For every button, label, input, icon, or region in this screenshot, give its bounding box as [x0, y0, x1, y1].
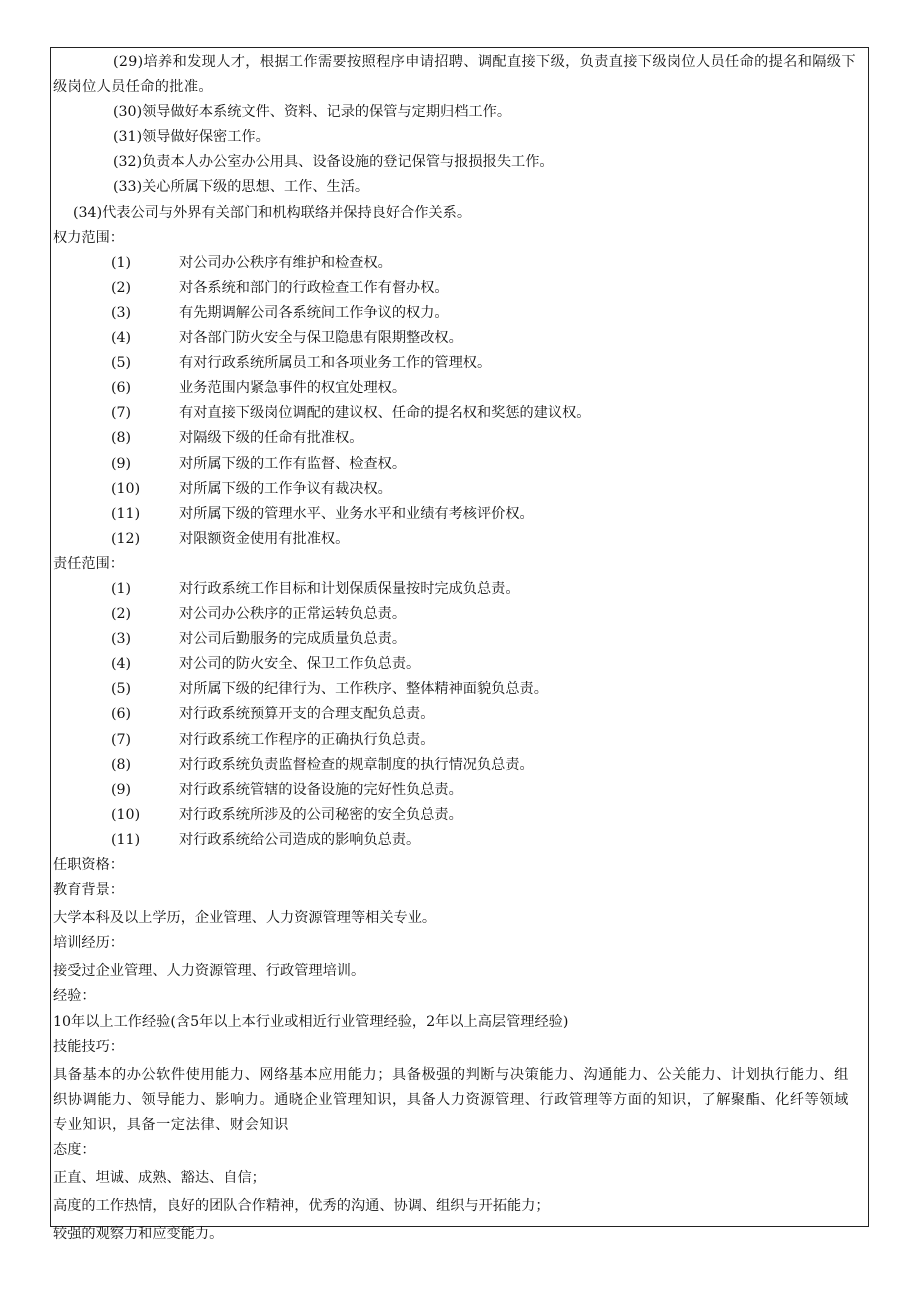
responsibility-item: [53, 627, 862, 652]
authority-item-number: (2): [111, 279, 132, 296]
responsibility-item-number: (8): [111, 756, 132, 773]
duty-29: (29)培养和发现人才，根据工作需要按照程序申请招聘、调配直接下级，负责直接下级岗位人员任命的提名和隔级下级岗位人员任命的批准。: [53, 54, 856, 96]
training-text: 接受过企业管理、人力资源管理、行政管理培训。: [53, 963, 366, 980]
responsibility-item: [53, 778, 862, 803]
responsibility-item-text: 对行政系统所涉及的公司秘密的安全负总责。: [179, 806, 463, 823]
authority-item: [53, 401, 862, 426]
responsibility-item: [53, 602, 862, 627]
authority-item: [53, 276, 862, 301]
responsibility-item-number: (1): [111, 580, 132, 597]
document-content: [53, 50, 862, 1247]
responsibility-item-text: 对行政系统工作目标和计划保质保量按时完成负总责。: [179, 580, 520, 597]
responsibility-heading: 责任范围：: [53, 555, 124, 572]
authority-item: [53, 376, 862, 401]
authority-item: [53, 251, 862, 276]
responsibility-item-text: 对行政系统给公司造成的影响负总责。: [179, 831, 421, 848]
authority-item-text: 业务范围内紧急事件的权宜处理权。: [179, 380, 407, 397]
authority-item-number: (8): [111, 430, 132, 447]
responsibility-item-text: 对公司后勤服务的完成质量负总责。: [179, 631, 407, 648]
authority-item-text: 对所属下级的管理水平、业务水平和业绩有考核评价权。: [179, 505, 534, 522]
authority-item-text: 对限额资金使用有批准权。: [179, 530, 350, 547]
responsibility-item: [53, 677, 862, 702]
responsibility-item-number: (6): [111, 706, 132, 723]
responsibility-item-text: 对行政系统预算开支的合理支配负总责。: [179, 706, 435, 723]
duty-33: (33)关心所属下级的思想、工作、生活。: [113, 179, 370, 196]
authority-item-text: 有对行政系统所属员工和各项业务工作的管理权。: [179, 355, 492, 372]
authority-item-text: 对所属下级的工作有监督、检查权。: [179, 455, 407, 472]
attitude-line-2: 高度的工作热情，良好的团队合作精神，优秀的沟通、协调、组织与开拓能力；: [53, 1198, 550, 1215]
attitude-line-3: 较强的观察力和应变能力。: [53, 1226, 224, 1243]
responsibility-item-text: 对公司的防火安全、保卫工作负总责。: [179, 656, 421, 673]
authority-item-text: 对所属下级的工作争议有裁决权。: [179, 480, 392, 497]
authority-item-number: (6): [111, 380, 132, 397]
duty-32: (32)负责本人办公室办公用具、设备设施的登记保管与报损报失工作。: [113, 154, 554, 171]
skills-label: 技能技巧：: [53, 1038, 124, 1055]
authority-item-text: 对各部门防火安全与保卫隐患有限期整改权。: [179, 330, 463, 347]
education-text: 大学本科及以上学历，企业管理、人力资源管理等相关专业。: [53, 910, 437, 927]
authority-item-number: (5): [111, 355, 132, 372]
education-label: 教育背景：: [53, 882, 124, 899]
authority-item-text: 对各系统和部门的行政检查工作有督办权。: [179, 279, 449, 296]
responsibility-item-number: (11): [111, 831, 141, 848]
responsibility-item-number: (5): [111, 681, 132, 698]
authority-item-number: (7): [111, 405, 132, 422]
responsibility-item: [53, 728, 862, 753]
experience-label: 经验：: [53, 988, 96, 1005]
authority-item-text: 对隔级下级的任命有批准权。: [179, 430, 364, 447]
responsibility-list: [53, 577, 862, 853]
authority-item: [53, 452, 862, 477]
authority-item-number: (10): [111, 480, 141, 497]
authority-item-number: (9): [111, 455, 132, 472]
duty-31: (31)领导做好保密工作。: [113, 129, 270, 146]
qualifications-heading: 任职资格：: [53, 857, 124, 873]
document-frame: [50, 47, 869, 1243]
attitude-line-1: 正直、坦诚、成熟、豁达、自信；: [53, 1170, 266, 1187]
authority-item: [53, 351, 862, 376]
responsibility-item-text: 对公司办公秩序的正常运转负总责。: [179, 606, 407, 623]
responsibility-item-number: (7): [111, 731, 132, 748]
responsibility-item-text: 对行政系统管辖的设备设施的完好性负总责。: [179, 781, 463, 798]
responsibility-item-number: (2): [111, 606, 132, 623]
responsibility-item: [53, 753, 862, 778]
responsibility-item: [53, 652, 862, 677]
authority-item-number: (11): [111, 505, 141, 522]
authority-item-text: 对公司办公秩序有维护和检查权。: [179, 254, 392, 271]
responsibility-item: [53, 577, 862, 602]
authority-item: [53, 477, 862, 502]
training-label: 培训经历：: [53, 935, 124, 952]
duty-30: (30)领导做好本系统文件、资料、记录的保管与定期归档工作。: [113, 104, 512, 121]
skills-text: 具备基本的办公软件使用能力、网络基本应用能力；具备极强的判断与决策能力、沟通能力、公关能力、计划执行能力、组织协调能力、领导能力、影响力。通晓企业管理知识，具备人力资源管理、行政管理等方面的知识，了解聚酯、化纤等领域专业知识，具备一定法律、财会知识: [53, 1066, 849, 1133]
responsibility-item-number: (10): [111, 806, 141, 823]
authority-item-text: 有对直接下级岗位调配的建议权、任命的提名权和奖惩的建议权。: [179, 405, 591, 422]
responsibility-item: [53, 803, 862, 828]
authority-item-number: (12): [111, 530, 141, 547]
responsibility-item-text: 对行政系统工作程序的正确执行负总责。: [179, 731, 435, 748]
experience-text: 10年以上工作经验(含5年以上本行业或相近行业管理经验，2年以上高层管理经验): [53, 1013, 569, 1030]
authority-item-text: 有先期调解公司各系统间工作争议的权力。: [179, 304, 449, 321]
responsibility-item: [53, 828, 862, 853]
responsibility-item-number: (3): [111, 631, 132, 648]
responsibility-item-number: (9): [111, 781, 132, 798]
authority-item: [53, 426, 862, 451]
authority-item: [53, 326, 862, 351]
authority-item: [53, 301, 862, 326]
responsibility-item-number: (4): [111, 656, 132, 673]
responsibility-item: [53, 702, 862, 727]
duty-34: (34)代表公司与外界有关部门和机构联络并保持良好合作关系。: [73, 204, 472, 221]
authority-item-number: (1): [111, 254, 132, 271]
authority-item: [53, 527, 862, 552]
authority-list: [53, 251, 862, 552]
attitude-label: 态度：: [53, 1142, 96, 1159]
authority-item-number: (3): [111, 304, 132, 321]
authority-item: [53, 502, 862, 527]
responsibility-item-text: 对所属下级的纪律行为、工作秩序、整体精神面貌负总责。: [179, 681, 548, 698]
responsibility-item-text: 对行政系统负责监督检查的规章制度的执行情况负总责。: [179, 756, 534, 773]
authority-item-number: (4): [111, 330, 132, 347]
authority-heading: 权力范围：: [53, 229, 124, 246]
